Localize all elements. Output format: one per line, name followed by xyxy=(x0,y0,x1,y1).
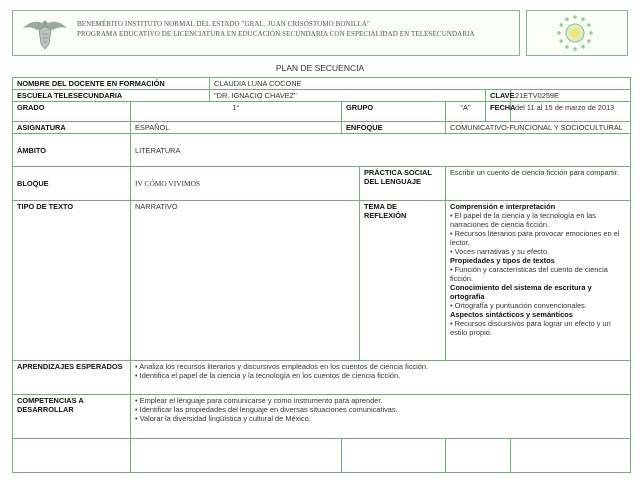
asignatura-label: ASIGNATURA xyxy=(13,122,131,134)
tema-reflexion-label: TEMA DE REFLEXIÓN xyxy=(360,201,446,361)
row-escuela xyxy=(13,90,631,102)
practica-value: Escribir un cuento de ciencia ficción para compartir. xyxy=(446,167,631,201)
tema-heading: Aspectos sintácticos y semánticos xyxy=(450,310,573,319)
institution-line-2: PROGRAMA EDUCATIVO DE LICENCIATURA EN EDUCACIÓN SECUNDARIA CON ESPECIALIDAD EN TELESECUNDARIA xyxy=(77,30,475,38)
tipo-texto-value: NARRATIVO xyxy=(131,201,360,361)
tema-heading: Conocimiento del sistema de escritura y ortografía xyxy=(450,283,592,301)
grado-label: GRADO xyxy=(13,102,131,122)
asignatura-value: ESPAÑOL xyxy=(131,122,342,134)
empty-cell xyxy=(131,439,342,473)
tema-item: • El papel de la ciencia y la tecnología en las narraciones de ciencia ficción. xyxy=(450,211,596,229)
ambito-value: LITERATURA xyxy=(131,134,631,167)
aprendizaje-item: • Analiza los recursos literarios y discursivos empleados en los cuentos de ciencia ficción. xyxy=(135,362,429,371)
aprendizajes-label: APRENDIZAJES ESPERADOS xyxy=(13,361,131,395)
row-tipo-texto xyxy=(13,201,631,361)
escuela-value: "DR. IGNACIO CHAVEZ" xyxy=(210,90,486,102)
row-asignatura xyxy=(13,122,631,134)
competencia-item: • Emplear el lenguaje para comunicarse y como instrumento para aprender. xyxy=(135,396,383,405)
tipo-texto-label: TIPO DE TEXTO xyxy=(13,201,131,361)
sun-emblem-icon xyxy=(555,13,595,53)
institution-name xyxy=(77,19,475,39)
tema-item: • Ortografía y puntuación convencionales. xyxy=(450,301,587,310)
docente-label: NOMBRE DEL DOCENTE EN FORMACIÓN xyxy=(13,78,210,90)
tema-heading: Propiedades y tipos de textos xyxy=(450,256,555,265)
eagle-logo-icon xyxy=(19,14,71,52)
tema-item: • Recursos discursivos para lograr un efecto y un estilo propio. xyxy=(450,319,611,337)
grado-value: 1° xyxy=(131,102,342,122)
clave-label: CLAVE xyxy=(486,90,511,102)
sequence-plan-table xyxy=(12,77,631,473)
fecha-value: del 11 al 15 de marzo de 2013 xyxy=(511,102,631,122)
row-competencias xyxy=(13,395,631,439)
ambito-label: ÁMBITO xyxy=(13,134,131,167)
escuela-label: ESCUELA TELESECUNDARIA xyxy=(13,90,210,102)
aprendizaje-item: • Identifica el papel de la ciencia y la tecnología en los cuentos de ciencia ficción. xyxy=(135,371,401,380)
empty-cell xyxy=(511,439,631,473)
competencia-item: • Identificar las propiedades del lenguaje en diversas situaciones comunicativas. xyxy=(135,405,398,414)
bloque-value: IV CÓMO VIVIMOS xyxy=(131,167,360,201)
tema-item: • Voces narrativas y su efecto. xyxy=(450,247,550,256)
institution-line-1: BENEMÉRITO INSTITUTO NORMAL DEL ESTADO "GRAL. JUAN CRISÓSTOMO BONILLA" xyxy=(77,20,370,28)
row-ambito xyxy=(13,134,631,167)
tema-reflexion-content xyxy=(446,201,631,361)
empty-cell xyxy=(342,439,446,473)
row-grado xyxy=(13,102,631,122)
empty-cell xyxy=(13,439,131,473)
row-empty xyxy=(13,439,631,473)
docente-value: CLAUDIA LUNA COCONE xyxy=(210,78,631,90)
row-bloque xyxy=(13,167,631,201)
empty-cell xyxy=(446,439,511,473)
grupo-value: "A" xyxy=(446,102,486,122)
enfoque-value: COMUNICATIVO-FUNCIONAL Y SOCIOCULTURAL xyxy=(446,122,631,134)
clave-value: 21ETV0259E xyxy=(511,90,631,102)
row-docente xyxy=(13,78,631,90)
row-aprendizajes xyxy=(13,361,631,395)
bloque-label: BLOQUE xyxy=(13,167,131,201)
document-title: PLAN DE SECUENCIA xyxy=(275,63,365,73)
enfoque-label: ENFOQUE xyxy=(342,122,446,134)
competencias-label: COMPETENCIAS A DESARROLLAR xyxy=(13,395,131,439)
grupo-label: GRUPO xyxy=(342,102,446,122)
competencia-item: • Valorar la diversidad lingüística y cultural de México. xyxy=(135,414,311,423)
practica-label: PRÁCTICA SOCIAL DEL LENGUAJE xyxy=(360,167,446,201)
tema-item: • Recursos literarios para provocar emociones en el lector. xyxy=(450,229,620,247)
tema-item: • Función y características del cuento de ciencia ficción. xyxy=(450,265,608,283)
tema-heading: Comprensión e interpretación xyxy=(450,202,556,211)
program-emblem-box xyxy=(526,10,628,56)
fecha-label: FECHA xyxy=(486,102,511,122)
aprendizajes-content xyxy=(131,361,631,395)
institution-header xyxy=(12,10,520,56)
competencias-content xyxy=(131,395,631,439)
